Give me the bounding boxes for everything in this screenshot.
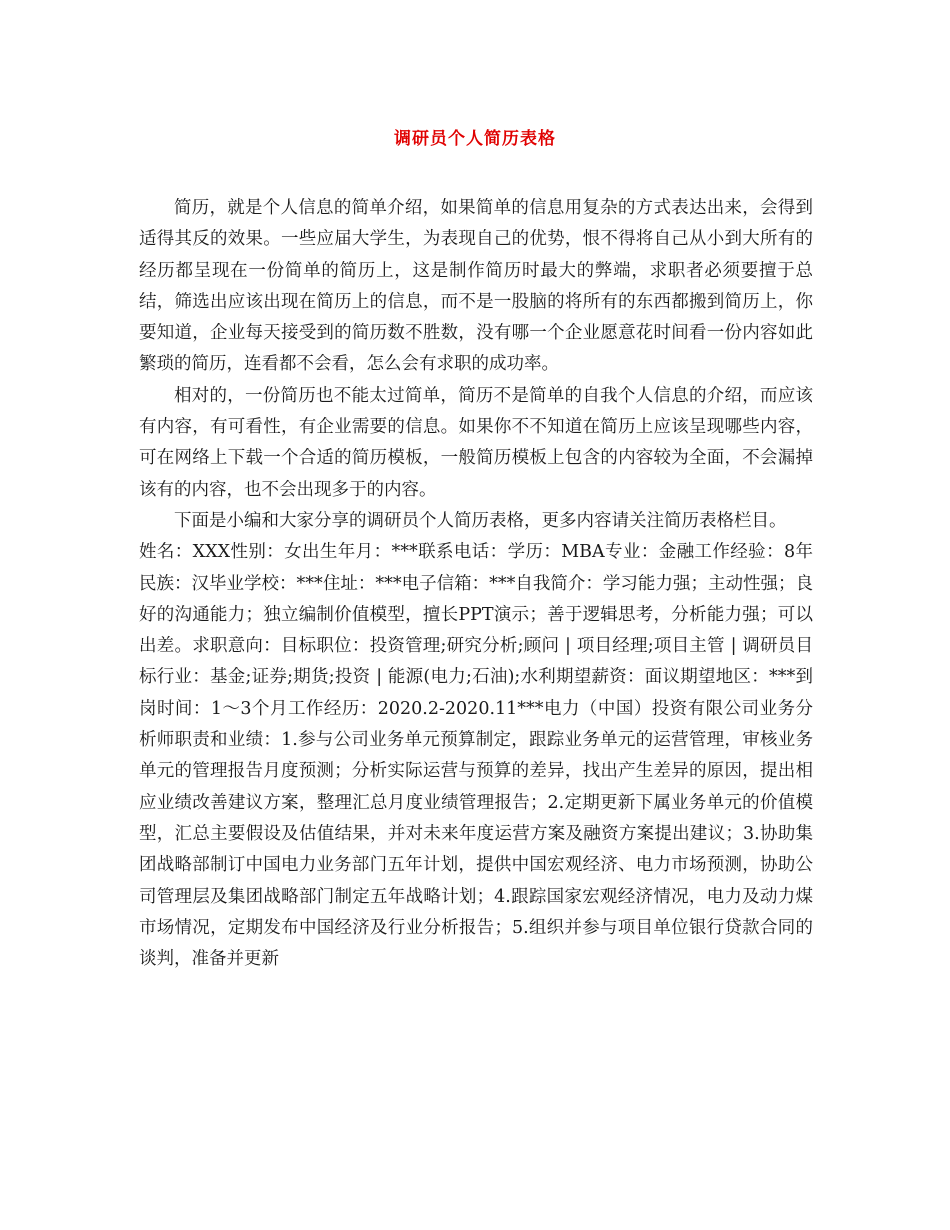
intro-paragraph-3: 下面是小编和大家分享的调研员个人简历表格，更多内容请关注简历表格栏目。: [174, 510, 787, 531]
document-body: [139, 193, 813, 975]
intro-paragraph-2: 相对的，一份简历也不能太过简单，简历不是简单的自我个人信息的介绍，而应该有内容，有可看性，有企业需要的信息。如果你不不知道在简历上应该呈现哪些内容，可在网络上下载一个合适的简历模板，一般简历模板上包含的内容较为全面，不会漏掉该有的内容，也不会出现多于的内容。: [139, 385, 813, 500]
intro-paragraph-1: 简历，就是个人信息的简单介绍，如果简单的信息用复杂的方式表达出来，会得到适得其反的效果。一些应届大学生，为表现自己的优势，恨不得将自己从小到大所有的经历都呈现在一份简单的简历上，这是制作简历时最大的弊端，求职者必须要擅于总结，筛选出应该出现在简历上的信息，而不是一股脑的将所有的东西都搬到简历上，你要知道，企业每天接受到的简历数不胜数，没有哪一个企业愿意花时间看一份内容如此繁琐的简历，连看都不会看，怎么会有求职的成功率。: [139, 198, 813, 375]
document-title: 调研员个人简历表格: [394, 129, 556, 149]
resume-text: 姓名：XXX性别：女出生年月：***联系电话：学历：MBA专业：金融工作经验：8年民族：汉毕业学校：***住址：***电子信箱：***自我简介：学习能力强；主动性强；良好的沟通能力；独立编制价值模型，擅长PPT演示；善于逻辑思考，分析能力强；可以出差。求职意向：目标职位：投资管理;研究分析;顾问 | 项目经理;项目主管 | 调研员目标行业：基金;证券;期货;投资 | 能源(电力;石油);水利期望薪资：面议期望地区：***到岗时间：1～3个月工作经历：2020.2-2020.11***电力（中国）投资有限公司业务分析师职责和业绩：1.参与公司业务单元预算制定，跟踪业务单元的运营管理，审核业务单元的管理报告月度预测；分析实际运营与预算的差异，找出产生差异的原因，提出相应业绩改善建议方案，整理汇总月度业绩管理报告；2.定期更新下属业务单元的价值模型，汇总主要假设及估值结果，并对未来年度运营方案及融资方案提出建议；3.协助集团战略部制订中国电力业务部门五年计划，提供中国宏观经济、电力市场预测，协助公司管理层及集团战略部门制定五年战略计划；4.跟踪国家宏观经济情况，电力及动力煤市场情况，定期发布中国经济及行业分析报告；5.组织并参与项目单位银行贷款合同的谈判，准备并更新: [139, 542, 813, 970]
